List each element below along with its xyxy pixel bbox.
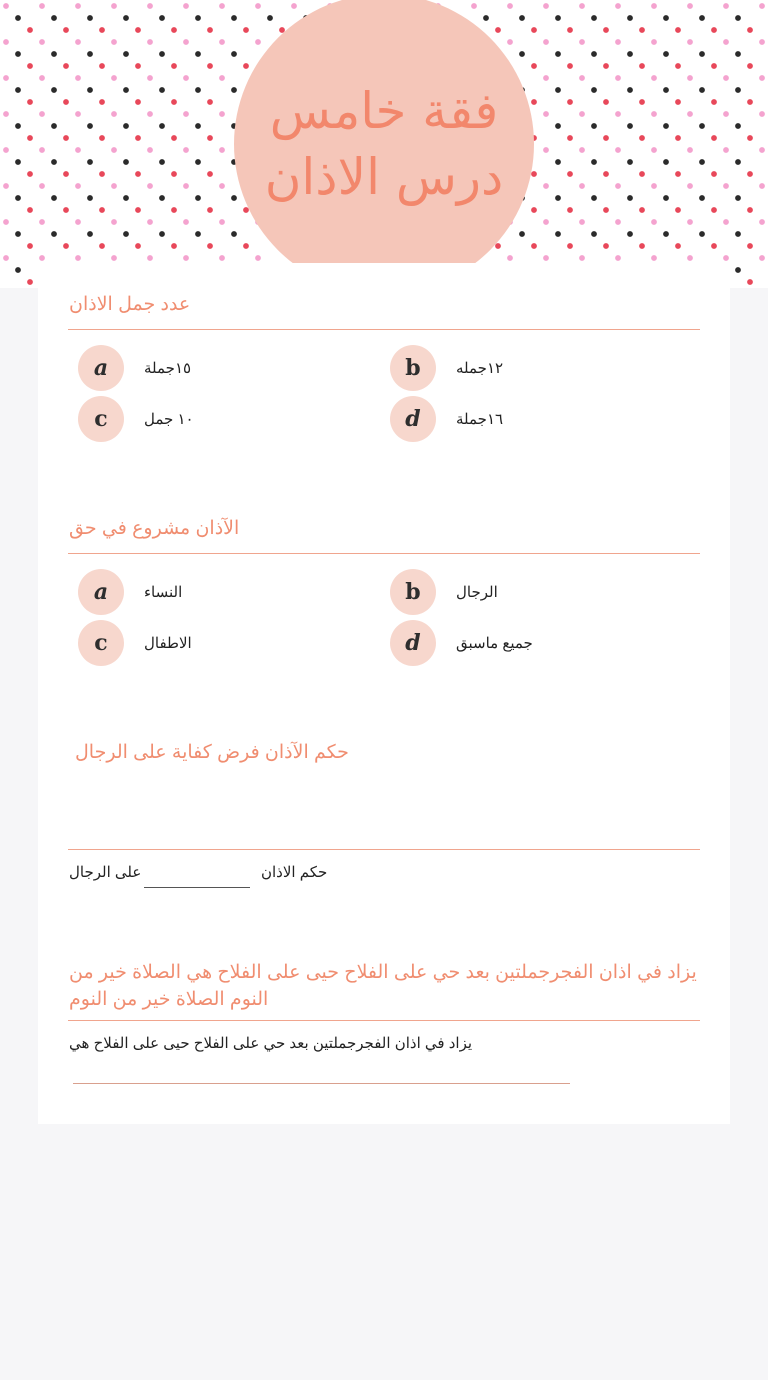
choice-text: ١٥جملة [144, 360, 192, 377]
choice-text: جميع ماسبق [456, 635, 533, 652]
question-1-choice-d[interactable] [390, 396, 503, 442]
choice-letter-badge: b [390, 345, 436, 391]
choice-letter-badge: a [78, 569, 124, 615]
choice-letter-badge: c [78, 396, 124, 442]
title-circle [234, 0, 534, 288]
question-1-divider [68, 329, 700, 330]
question-3-sentence-end: على الرجال [69, 864, 142, 881]
question-1-choice-c[interactable] [78, 396, 194, 442]
question-1-choice-b[interactable] [390, 345, 503, 391]
choice-letter-badge: a [78, 345, 124, 391]
worksheet-title-line2: درس الاذان [264, 148, 504, 206]
choice-text: النساء [144, 584, 183, 601]
question-4-sentence: يزاد في اذان الفجرجملتين بعد حي على الفلاح حيى على الفلاح هي [69, 1035, 473, 1052]
question-2-choice-a[interactable] [78, 569, 182, 615]
question-2-title: الآذان مشروع في حق [69, 518, 240, 539]
question-4-divider [68, 1020, 700, 1021]
question-3-blank[interactable] [144, 887, 250, 888]
choice-text: ١٦جملة [456, 411, 504, 428]
question-4-title: يزاد في اذان الفجرجملتين بعد حي على الفلاح حيى على الفلاح هي الصلاة خير من النوم الصلاة خير من النوم [69, 962, 697, 1010]
choice-letter-badge: b [390, 569, 436, 615]
choice-letter-badge: d [390, 620, 436, 666]
question-3-divider [68, 849, 700, 850]
question-3-title: حكم الآذان فرض كفاية على الرجال [75, 742, 349, 763]
choice-letter-badge: d [390, 396, 436, 442]
question-2-choice-d[interactable] [390, 620, 533, 666]
choice-text: ١٠ جمل [144, 411, 194, 428]
question-2-choice-c[interactable] [78, 620, 192, 666]
question-1-title: عدد جمل الاذان [69, 294, 191, 315]
question-2-choice-b[interactable] [390, 569, 498, 615]
worksheet-title-line1: فقة خامس [269, 82, 499, 140]
choice-text: ١٢جمله [456, 360, 504, 377]
polka-dot-header [0, 0, 768, 288]
choice-text: الاطفال [144, 635, 192, 652]
question-4-answer-line[interactable] [73, 1083, 570, 1084]
worksheet-body [38, 263, 730, 1124]
question-3-sentence-start: حكم الاذان [261, 864, 328, 881]
question-2-divider [68, 553, 700, 554]
choice-letter-badge: c [78, 620, 124, 666]
question-1-choice-a[interactable] [78, 345, 191, 391]
choice-text: الرجال [456, 584, 498, 601]
